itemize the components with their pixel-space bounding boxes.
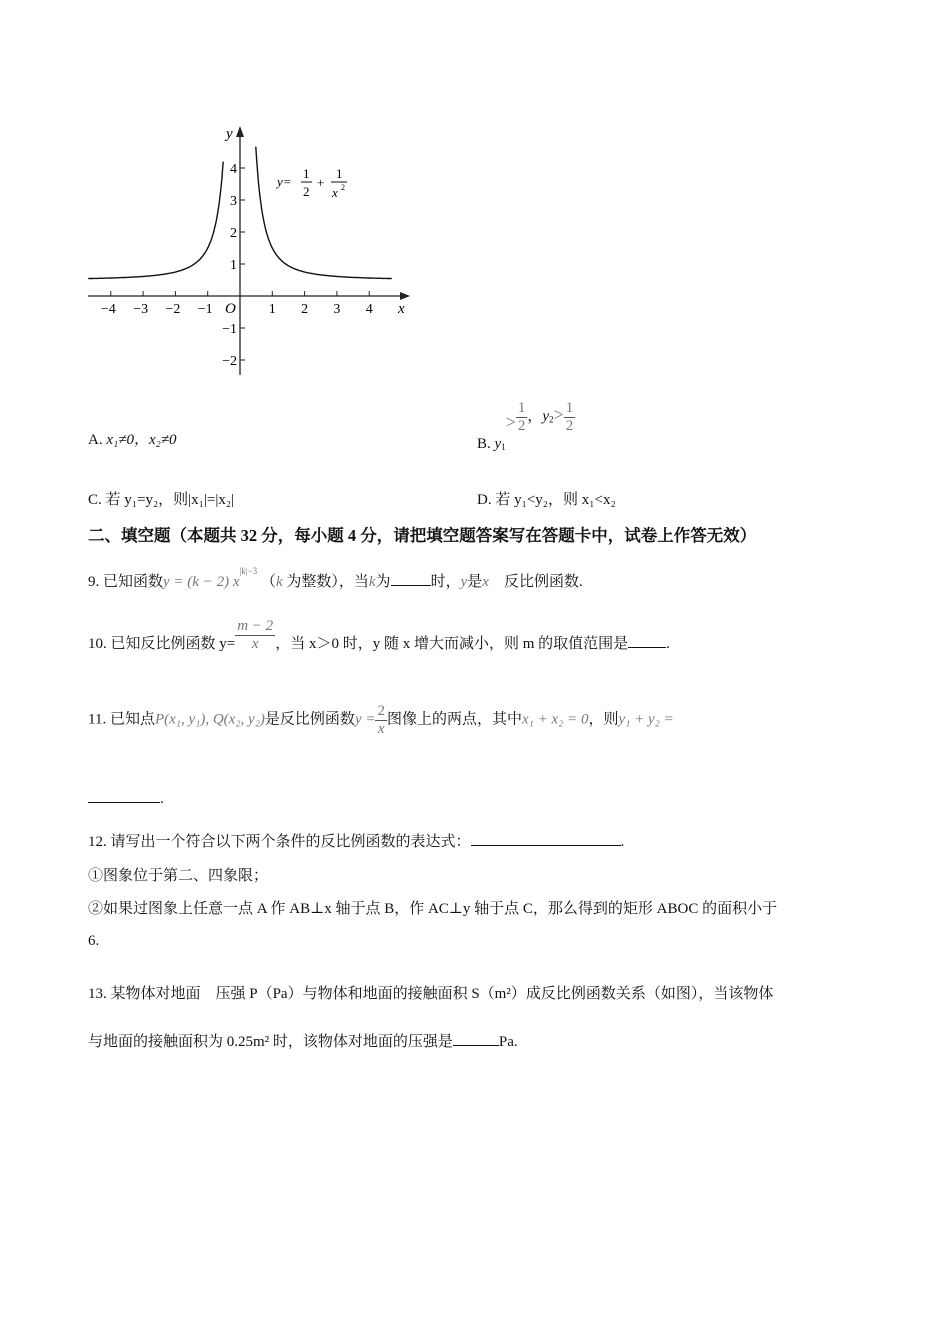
y-tick-label: 1 — [230, 258, 237, 273]
y-tick-label: −1 — [222, 322, 237, 337]
question-12: 12. 请写出一个符合以下两个条件的反比例函数的表达式： . — [88, 834, 625, 850]
x-tick-label: 2 — [301, 302, 309, 317]
svg-text:1: 1 — [336, 166, 343, 181]
x-tick-label: −4 — [100, 302, 116, 317]
x-tick-label: −2 — [165, 302, 181, 317]
question-11-answer: . — [88, 790, 164, 808]
answer-blank[interactable] — [471, 833, 621, 846]
curve-left-branch — [88, 162, 223, 279]
question-13-cont: 与地面的接触面积为 0.25m² 时，该物体对地面的压强是 Pa. — [88, 1034, 518, 1050]
question-12-condition-2: ②如果过图象上任意一点 A 作 AB⊥x 轴于点 B，作 AC⊥y 轴于点 C，那么得到的矩形 ABOC 的面积小于 — [88, 901, 778, 917]
option-d: D. 若 y₁<y₂，则 x₁<x₂ — [477, 492, 616, 508]
option-a: A. x₁≠0，x₂≠0 — [88, 432, 177, 448]
y-tick-label: −2 — [222, 354, 237, 369]
question-11: 11. 已知点P(x₁, y₁), Q(x₂, y₂)是反比例函数y = $\frac{2}{x}$ 图像上的两点，其中x₁ + x₂ = 0，则y₁ + y₂ = — [88, 703, 674, 737]
svg-text:2: 2 — [341, 183, 345, 192]
y-tick-label: 2 — [230, 226, 237, 241]
question-10: 10. 已知反比例函数 y= $\frac{m - 2}{x}$ ，当 x＞0 时，y 随 x 增大而减小，则 m 的取值范围是 . — [88, 618, 670, 653]
origin-label: O — [225, 301, 236, 317]
y-tick-label: 4 — [230, 162, 237, 177]
x-tick-label: −3 — [133, 302, 149, 317]
question-9: 9. 已知函数y = (k − 2) $x^{|k|-3}$ （k 为整数），当k为 时，y是x 反比例函数. — [88, 566, 583, 590]
option-b: B. $y_1>$ $\frac{1}{2}$ ，$y_2>$ $\frac{1}{2}$ — [477, 400, 574, 453]
curve-right-branch — [256, 147, 392, 279]
svg-text:+: + — [317, 175, 325, 190]
question-12-condition-1: ①图象位于第二、四象限； — [88, 868, 269, 884]
svg-text:1: 1 — [303, 166, 310, 181]
y-axis-label: y — [226, 126, 233, 142]
x-tick-label: −1 — [197, 302, 213, 317]
svg-text:x: x — [332, 185, 338, 200]
question-12-condition-2-cont: 6. — [88, 933, 100, 949]
answer-blank[interactable] — [628, 635, 666, 648]
x-tick-label: 3 — [333, 302, 341, 317]
question-13: 13. 某物体对地面 压强 P（Pa）与物体和地面的接触面积 S（m²）成反比例函数关系（如图），当该物体 — [88, 986, 774, 1002]
answer-blank[interactable] — [391, 573, 431, 586]
answer-blank[interactable] — [88, 790, 160, 803]
svg-text:y=: y= — [277, 174, 292, 189]
y-tick-label: 3 — [230, 194, 237, 209]
y-axis-arrow — [236, 126, 244, 137]
x-axis-label: x — [398, 301, 405, 317]
svg-text:2: 2 — [303, 184, 310, 199]
option-c: C. 若 y₁=y₂，则|x₁|=|x₂| — [88, 492, 235, 508]
x-axis-arrow — [400, 292, 410, 300]
function-label — [275, 166, 347, 200]
section-heading: 二、填空题（本题共 32 分，每小题 4 分，请把填空题答案写在答题卡中，试卷上作答无效） — [88, 526, 757, 545]
x-tick-label: 1 — [268, 302, 276, 317]
function-graph — [80, 120, 420, 390]
answer-blank[interactable] — [453, 1033, 499, 1046]
x-tick-label: 4 — [365, 302, 373, 317]
